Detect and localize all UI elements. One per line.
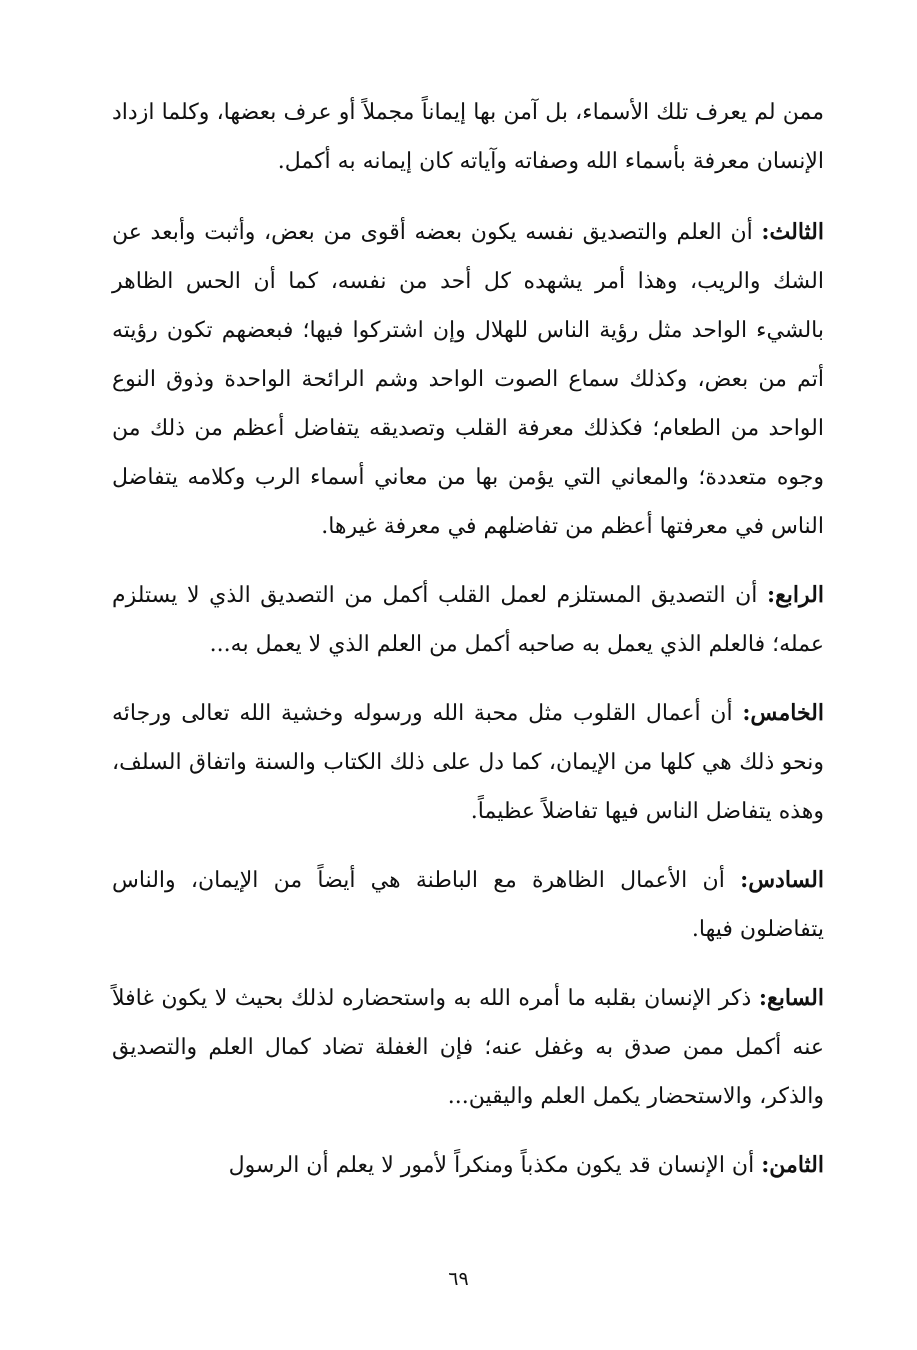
page-body-text	[112, 88, 824, 1210]
paragraph-text: ذكر الإنسان بقلبه ما أمره الله به واستحضاره لذلك بحيث لا يكون غافلاً عنه أكمل ممن صدق به وغفل عنه؛ فإن الغفلة تضاد كمال العلم والتصديق والذكر، والاستحضار يكمل العلم واليقين...	[112, 986, 824, 1109]
paragraph-fifth	[112, 689, 824, 836]
paragraph-third	[112, 208, 824, 551]
paragraph-text: أن التصديق المستلزم لعمل القلب أكمل من التصديق الذي لا يستلزم عمله؛ فالعلم الذي يعمل به صاحبه أكمل من العلم الذي لا يعمل به...	[112, 583, 824, 657]
paragraph-seventh	[112, 974, 824, 1121]
paragraph-lead: الرابع:	[766, 582, 824, 608]
paragraph-lead: الثامن:	[761, 1152, 824, 1178]
paragraph-lead: السابع:	[758, 985, 824, 1011]
paragraph-text: أن العلم والتصديق نفسه يكون بعضه أقوى من بعض، وأثبت وأبعد عن الشك والريب، وهذا أمر يشهده كل أحد من نفسه، كما أن الحس الظاهر بالشيء الواحد مثل رؤية الناس للهلال وإن اشتركوا فيها؛ فبعضهم تكون رؤيته أتم من بعض، وكذلك سماع الصوت الواحد وشم الرائحة الواحدة وذوق النوع الواحد من الطعام؛ فكذلك معرفة القلب وتصديقه يتفاضل أعظم من ذلك من وجوه متعددة؛ والمعاني التي يؤمن بها من معاني أسماء الرب وكلامه يتفاضل الناس في معرفتها أعظم من تفاضلهم في معرفة غيرها.	[112, 220, 824, 539]
paragraph-eighth	[112, 1141, 824, 1190]
paragraph-text: ممن لم يعرف تلك الأسماء، بل آمن بها إيماناً مجملاً أو عرف بعضها، وكلما ازداد الإنسان معرفة بأسماء الله وصفاته وآياته كان إيمانه به أكمل.	[112, 100, 824, 174]
paragraph-text: أن الإنسان قد يكون مكذباً ومنكراً لأمور لا يعلم أن الرسول	[228, 1153, 762, 1178]
paragraph-fourth	[112, 571, 824, 669]
paragraph-text: أن الأعمال الظاهرة مع الباطنة هي أيضاً من الإيمان، والناس يتفاضلون فيها.	[112, 868, 824, 942]
page-number: ٦٩	[448, 1268, 469, 1290]
paragraph-text: أن أعمال القلوب مثل محبة الله ورسوله وخشية الله تعالى ورجائه ونحو ذلك هي كلها من الإيمان، كما دل على ذلك الكتاب والسنة واتفاق السلف، وهذه يتفاضل الناس فيها تفاضلاً عظيماً.	[112, 701, 824, 824]
paragraph-lead: الخامس:	[742, 700, 824, 726]
paragraph-lead: الثالث:	[761, 219, 824, 245]
paragraph-continuation	[112, 88, 824, 186]
paragraph-lead: السادس:	[740, 867, 824, 893]
paragraph-sixth	[112, 856, 824, 954]
